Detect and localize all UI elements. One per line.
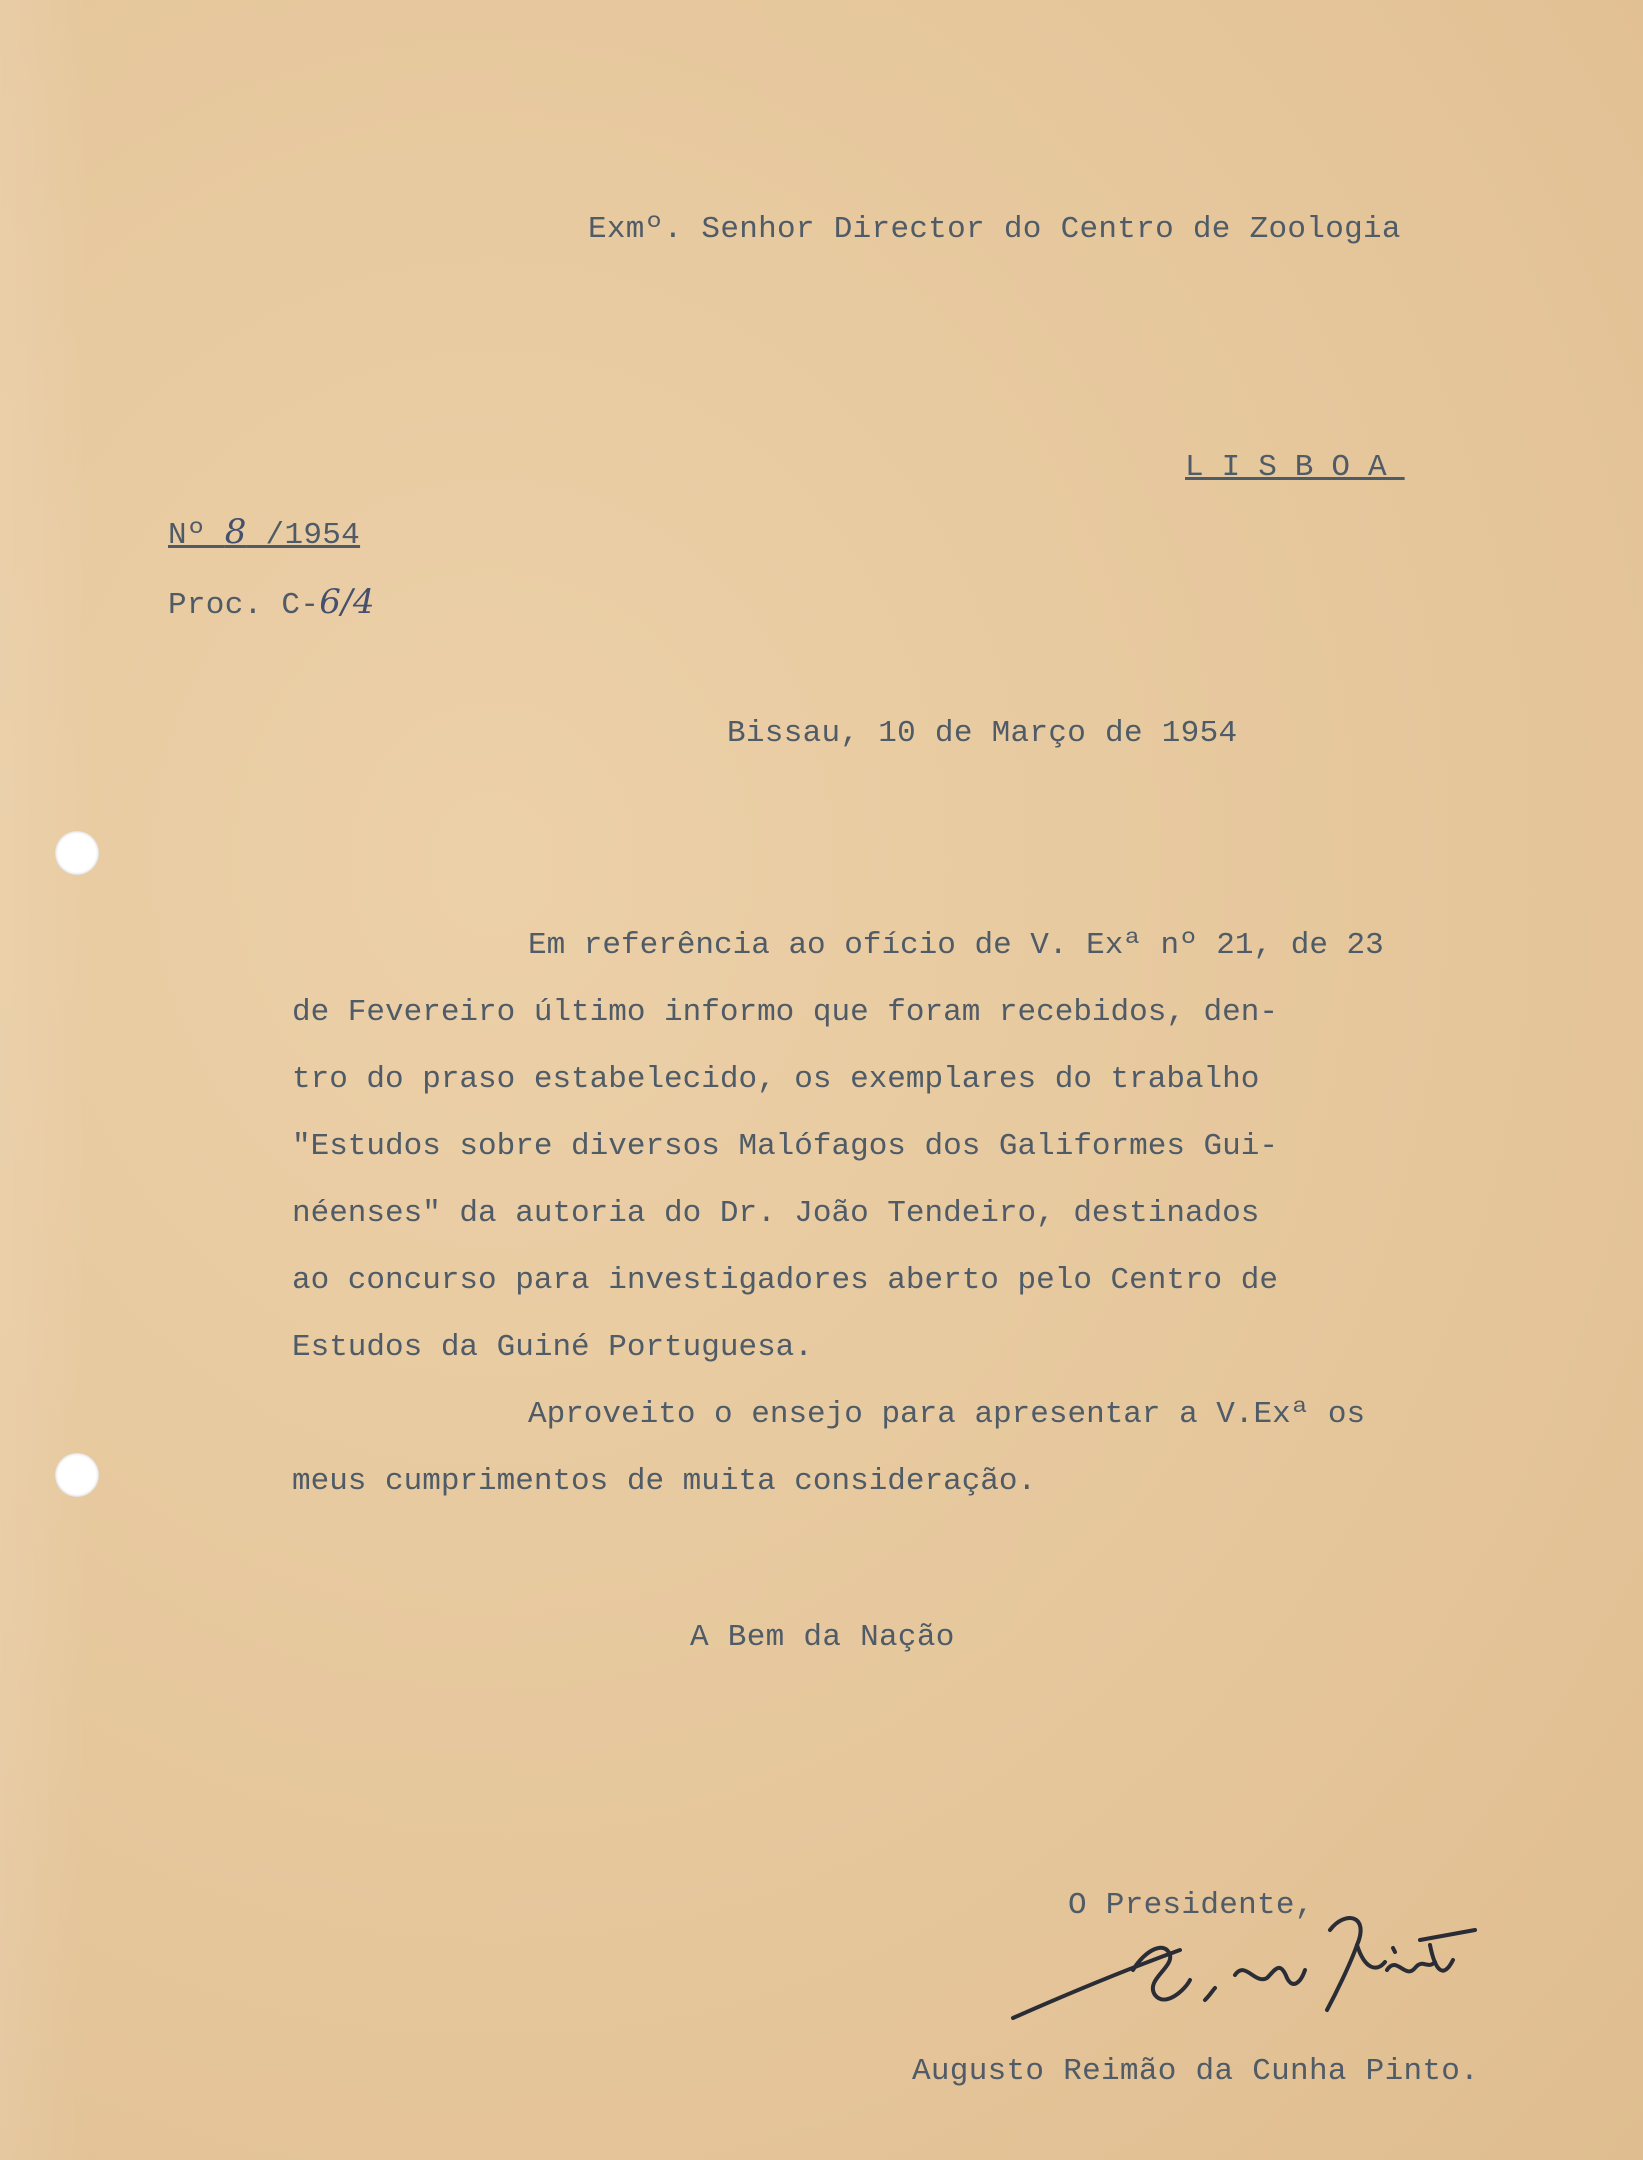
process-prefix: Proc. C- [168,588,320,623]
process-number [168,582,375,623]
signer-name: Augusto Reimão da Cunha Pinto. [912,2054,1480,2089]
reference-number [168,512,360,553]
body-line: Aproveito o ensejo para apresentar a V.Exª os [528,1397,1366,1432]
letter-date: Bissau, 10 de Março de 1954 [727,716,1238,751]
body-line: de Fevereiro último informo que foram recebidos, den- [292,995,1278,1030]
process-handwritten-number: 6/4 [319,582,375,622]
punch-hole [55,1453,99,1497]
body-line: ao concurso para investigadores aberto pelo Centro de [292,1263,1278,1298]
letter-body [292,912,1470,1515]
handwritten-signature [1005,1900,1485,2030]
body-line: Em referência ao ofício de V. Exª nº 21, de 23 [528,928,1384,963]
body-line: "Estudos sobre diversos Malófagos dos Galiformes Gui- [292,1129,1278,1164]
reference-handwritten-number: 8 [224,512,247,552]
reference-year: /1954 [246,518,361,553]
destination-city: LISBOA [1185,450,1405,485]
body-line: tro do praso estabelecido, os exemplares do trabalho [292,1062,1260,1097]
punch-hole [55,831,99,875]
body-line: meus cumprimentos de muita consideração. [292,1464,1037,1499]
body-line: Estudos da Guiné Portuguesa. [292,1330,813,1365]
body-line: néenses" da autoria do Dr. João Tendeiro, destinados [292,1196,1260,1231]
closing-salutation: A Bem da Nação [690,1620,955,1655]
addressee-line: Exmº. Senhor Director do Centro de Zoologia [588,212,1401,247]
signer-role: O Presidente, [1068,1888,1314,1923]
reference-prefix: Nº [168,518,225,553]
